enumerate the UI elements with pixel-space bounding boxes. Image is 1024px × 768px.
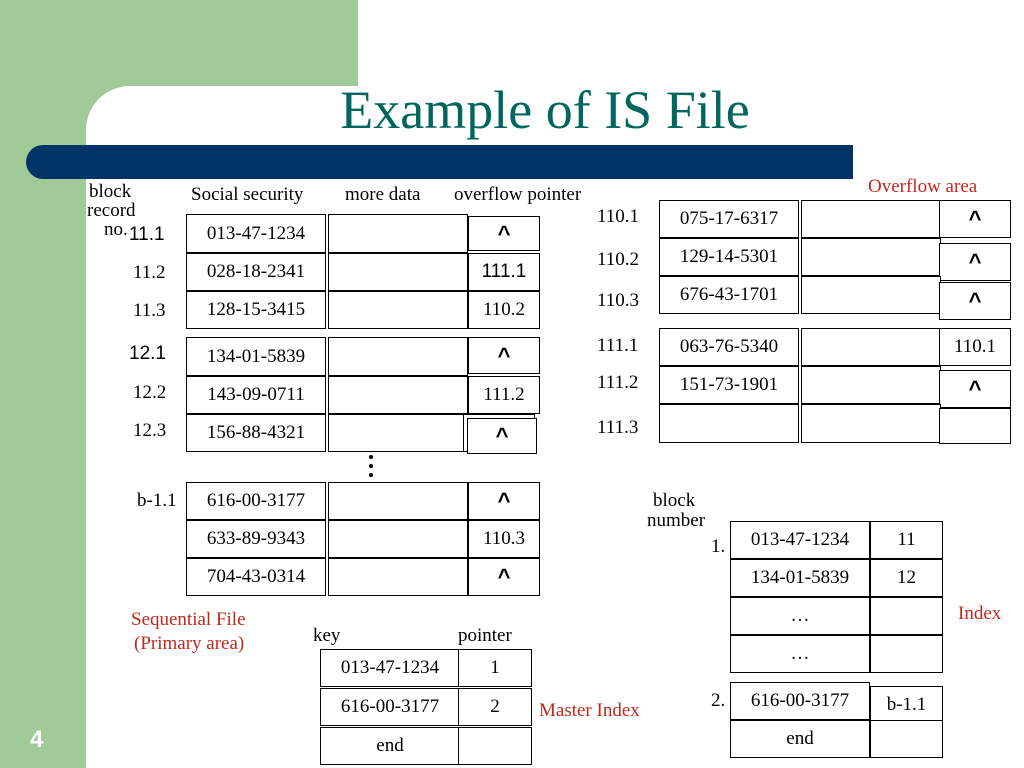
ssn-cell: 129-14-5301 <box>659 238 799 276</box>
ssn-cell: 013-47-1234 <box>186 214 326 253</box>
master-index-key-cell: 616-00-3177 <box>320 688 460 726</box>
index-label: Index <box>958 603 1002 624</box>
index-key-cell: 134-01-5839 <box>730 559 870 597</box>
more-data-cell <box>328 253 468 291</box>
ssn-cell: 128-15-3415 <box>186 291 326 329</box>
index-header-block: block <box>653 490 696 511</box>
index-block-cell: 12 <box>870 559 943 597</box>
null-pointer-cell: ^ <box>467 418 537 454</box>
null-pointer-cell: ^ <box>939 243 1011 281</box>
master-index-header-pointer: pointer <box>458 625 512 646</box>
ellipsis-dot <box>369 473 373 477</box>
more-data-cell <box>328 337 468 376</box>
more-data-cell <box>801 366 941 404</box>
more-data-cell <box>801 276 941 314</box>
ssn-cell-empty <box>659 404 799 443</box>
ssn-cell: 063-76-5340 <box>659 328 799 366</box>
more-data-cell <box>328 520 468 558</box>
pointer-cell-empty <box>939 408 1011 444</box>
index-block-cell <box>870 597 943 635</box>
header-more-data: more data <box>345 184 421 205</box>
background-top-band <box>0 0 358 86</box>
ssn-cell: 151-73-1901 <box>659 366 799 404</box>
header-no: no. <box>104 219 128 240</box>
index-block-number: 1. <box>711 536 726 557</box>
sequential-file-caption: Sequential File <box>131 609 246 630</box>
more-data-cell <box>328 214 468 253</box>
primary-area-caption: (Primary area) <box>134 633 245 654</box>
null-pointer-cell: ^ <box>468 558 540 596</box>
overflow-pointer-cell: 110.2 <box>468 291 540 329</box>
null-pointer-cell: ^ <box>939 370 1011 408</box>
background-left-band <box>0 0 86 768</box>
overflow-record-number: 110.2 <box>597 249 640 270</box>
overflow-record-number: 111.2 <box>597 372 639 393</box>
more-data-cell <box>328 291 468 329</box>
master-index-pointer-cell: 1 <box>458 649 532 687</box>
more-data-cell <box>801 200 941 238</box>
index-header-number: number <box>647 510 706 531</box>
index-block-cell <box>870 720 943 758</box>
master-index-pointer-cell <box>458 727 532 765</box>
more-data-cell <box>328 558 468 596</box>
null-pointer-cell: ^ <box>468 337 540 374</box>
index-block-number: 2. <box>711 690 726 711</box>
master-index-pointer-cell: 2 <box>458 688 532 726</box>
null-pointer-cell: ^ <box>468 482 540 520</box>
index-key-cell: … <box>730 597 870 635</box>
record-number: 11.2 <box>133 262 166 283</box>
null-pointer-cell: ^ <box>939 282 1011 320</box>
overflow-pointer-cell: 111.1 <box>468 253 540 291</box>
master-index-header-key: key <box>313 625 341 646</box>
overflow-record-number: 110.3 <box>597 290 640 311</box>
overflow-record-number: 111.3 <box>597 417 639 438</box>
more-data-cell <box>328 482 468 520</box>
overflow-pointer-cell: 111.2 <box>468 376 540 414</box>
index-block-cell <box>870 635 943 673</box>
header-record: record <box>87 200 136 221</box>
ssn-cell: 134-01-5839 <box>186 337 326 376</box>
record-number: 12.3 <box>133 420 167 441</box>
ssn-cell: 028-18-2341 <box>186 253 326 291</box>
ssn-cell: 075-17-6317 <box>659 200 799 238</box>
master-index-key-cell: end <box>320 727 460 765</box>
ssn-cell: 143-09-0711 <box>186 376 326 414</box>
ellipsis-dot <box>369 464 373 468</box>
header-social-security: Social security <box>191 184 304 205</box>
overflow-pointer-cell: 110.3 <box>468 520 540 558</box>
ssn-cell: 633-89-9343 <box>186 520 326 558</box>
null-pointer-cell: ^ <box>468 216 540 251</box>
record-number: 11.1 <box>129 224 165 245</box>
record-number: 12.1 <box>129 343 166 364</box>
more-data-cell <box>801 328 941 366</box>
record-number: b-1.1 <box>137 490 177 511</box>
more-data-cell <box>801 238 941 276</box>
index-key-cell: 616-00-3177 <box>730 682 870 720</box>
index-block-cell: 11 <box>870 521 943 559</box>
more-data-cell <box>328 376 468 414</box>
record-number: 12.2 <box>133 382 167 403</box>
ellipsis-dot <box>369 455 373 459</box>
index-key-cell: … <box>730 635 870 673</box>
slide-number: 4 <box>30 726 44 753</box>
header-block: block <box>89 181 132 202</box>
overflow-record-number: 111.1 <box>597 335 639 356</box>
ssn-cell: 676-43-1701 <box>659 276 799 314</box>
more-data-cell <box>328 414 468 452</box>
header-overflow-pointer: overflow pointer <box>454 184 582 205</box>
null-pointer-cell: ^ <box>939 200 1011 238</box>
ssn-cell: 156-88-4321 <box>186 414 326 452</box>
master-index-label: Master Index <box>539 700 640 721</box>
index-key-cell: 013-47-1234 <box>730 521 870 559</box>
slide-title: Example of IS File <box>340 80 750 140</box>
more-data-cell <box>801 404 941 443</box>
master-index-key-cell: 013-47-1234 <box>320 649 460 687</box>
overflow-area-label: Overflow area <box>868 176 978 197</box>
index-block-cell: b-1.1 <box>870 686 943 724</box>
overflow-record-number: 110.1 <box>597 206 640 227</box>
overflow-pointer-cell: 110.1 <box>939 328 1011 366</box>
ssn-cell: 616-00-3177 <box>186 482 326 520</box>
index-key-cell: end <box>730 720 870 758</box>
ssn-cell: 704-43-0314 <box>186 558 326 596</box>
title-bar <box>26 145 853 179</box>
record-number: 11.3 <box>133 300 166 321</box>
